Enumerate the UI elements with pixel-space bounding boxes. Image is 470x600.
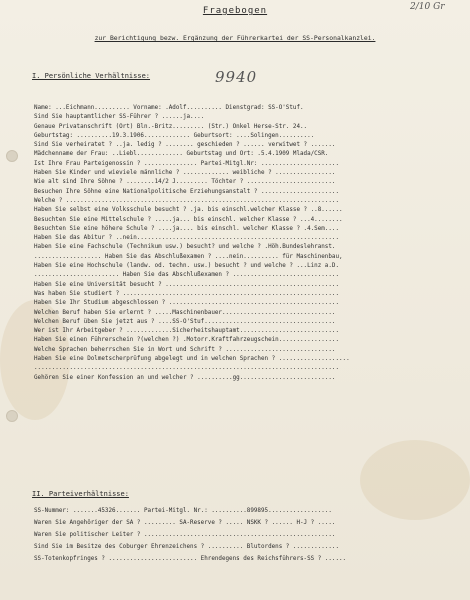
section-heading-party: II. Parteiverhältnisse: bbox=[32, 490, 129, 498]
personal-fields bbox=[34, 104, 466, 383]
form-line: Waren Sie Angehöriger der SA ? ......... SA-Reserve ? ..... NSKK ? ...... H-J ? ..... bbox=[34, 520, 336, 526]
form-line: Sind Sie verheiratet ? ..ja. ledig ? ........ geschieden ? ...... verwitwet ? ....... bbox=[34, 142, 336, 149]
form-line: ........................ Haben Sie das Abschlußexamen ? .............................. bbox=[34, 272, 339, 279]
form-line: Haben Sie das Abitur ? ..nein......................................................... bbox=[34, 235, 339, 242]
party-fields bbox=[34, 505, 466, 565]
form-line: Haben Sie eine Dolmetscherprüfung abgelegt und in welchen Sprachen ? .................... bbox=[34, 356, 350, 363]
punch-hole bbox=[6, 150, 18, 162]
handwritten-file-number: 9940 bbox=[215, 68, 258, 86]
form-line: Wer ist Ihr Arbeitgeber ? .............Sicherheitshauptamt............................ bbox=[34, 328, 339, 335]
form-line: Besuchten Sie eine höhere Schule ? ....ja.... bis einschl. welcher Klasse ? .4.Sem.... bbox=[34, 225, 339, 232]
form-line: Besuchen Ihre Söhne eine Nationalpolitische Erziehungsanstalt ? ...................... bbox=[34, 188, 339, 195]
form-line: Haben Sie einen Führerschein ?(welchen ?) .Motorr.Kraftfahrzeugschein................. bbox=[34, 337, 339, 344]
form-line: Besuchten Sie eine Mittelschule ? .....ja... bis einschl. welcher Klasse ? ...4........ bbox=[34, 216, 343, 223]
form-line: Mädchenname der Frau: ..Liebl............. Geburtstag und Ort: .5.4.1909 Mlada/CSR. bbox=[34, 151, 329, 158]
section-heading-personal: I. Persönliche Verhältnisse: bbox=[32, 72, 151, 80]
form-line: Haben Sie selbst eine Volksschule besucht ? .ja. bis einschl.welcher Klasse ? ..8...... bbox=[34, 207, 343, 214]
form-line: Haben Sie eine Hochschule (landw. od. techn. usw.) besucht ? und welche ? ...Linz a.D. bbox=[34, 263, 339, 270]
form-line: Welche Sprachen beherrschen Sie in Wort und Schrift ? ............................... bbox=[34, 346, 336, 353]
form-line: Waren Sie politischer Leiter ? ...................................................... bbox=[34, 532, 336, 538]
form-line: Sind Sie im Besitze des Coburger Ehrenzeichens ? .......... Blutordens ? ............. bbox=[34, 544, 339, 550]
form-line: Welche ? ............................................................................. bbox=[34, 197, 339, 204]
form-line: ...................................................................................... bbox=[34, 365, 339, 372]
form-line: Gehören Sie einer Konfession an und welcher ? ..........gg........................... bbox=[34, 374, 336, 381]
form-line: Name: ...Eichmann.......... Vorname: .Adolf.......... Dienstgrad: SS-O'Stuf. bbox=[34, 105, 304, 111]
form-line: Haben Sie eine Fachschule (Technikum usw.) besucht? und welche ? .Höh.Bundeslehranst. bbox=[34, 244, 336, 251]
document-subtitle: zur Berichtigung bezw. Ergänzung der Führerkartei der SS-Personalkanzlei. bbox=[94, 34, 376, 42]
form-line: Geburtstag: ..........19.3.1906............. Geburtsort: ....Solingen.......... bbox=[34, 132, 315, 139]
form-line: Haben Sie Kinder und wieviele männliche ? ............. weibliche ? ................. bbox=[34, 170, 336, 177]
form-line: SS-Nummer: .......45326....... Partei-Mitgl. Nr.: ..........899895.................. bbox=[34, 508, 332, 514]
form-line: Genaue Privatanschrift (Ort) Bln.-Britz......... (Str.) Onkel Herse-Str. 24.. bbox=[34, 123, 308, 130]
form-line: Welchen Beruf üben Sie jetzt aus ? ....SS-O'Stuf..................................... bbox=[34, 318, 336, 325]
punch-hole bbox=[6, 410, 18, 422]
form-line: Haben Sie Ihr Studium abgeschlossen ? ................................................ bbox=[34, 300, 339, 307]
form-line: Sind Sie hauptamtlicher SS-Führer ? ......ja.... bbox=[34, 114, 205, 121]
document-title: Fragebogen bbox=[202, 6, 268, 16]
form-line: Welchen Beruf haben Sie erlernt ? .....Maschinenbauer................................ bbox=[34, 309, 336, 316]
form-line: Ist Ihre Frau Parteigenossin ? ............... Partei-Mitgl.Nr: ...................... bbox=[34, 160, 339, 167]
form-line: Was haben Sie studiert ? ............................................................. bbox=[34, 290, 339, 297]
form-line: SS-Totenkopfringes ? ......................... Ehrendegens des Reichsführers-SS ? ...... bbox=[34, 556, 347, 562]
form-line: Haben Sie eine Universität besucht ? ................................................. bbox=[34, 281, 339, 288]
corner-annotation: 2/10 Gr bbox=[410, 2, 445, 12]
form-line: Wie alt sind Ihre Söhne ? ........14/2 J......... Töchter ? ......................... bbox=[34, 179, 336, 186]
form-line: ................... Haben Sie das Abschlußexamen ? ....nein.......... für Maschinenbau, bbox=[34, 253, 343, 260]
